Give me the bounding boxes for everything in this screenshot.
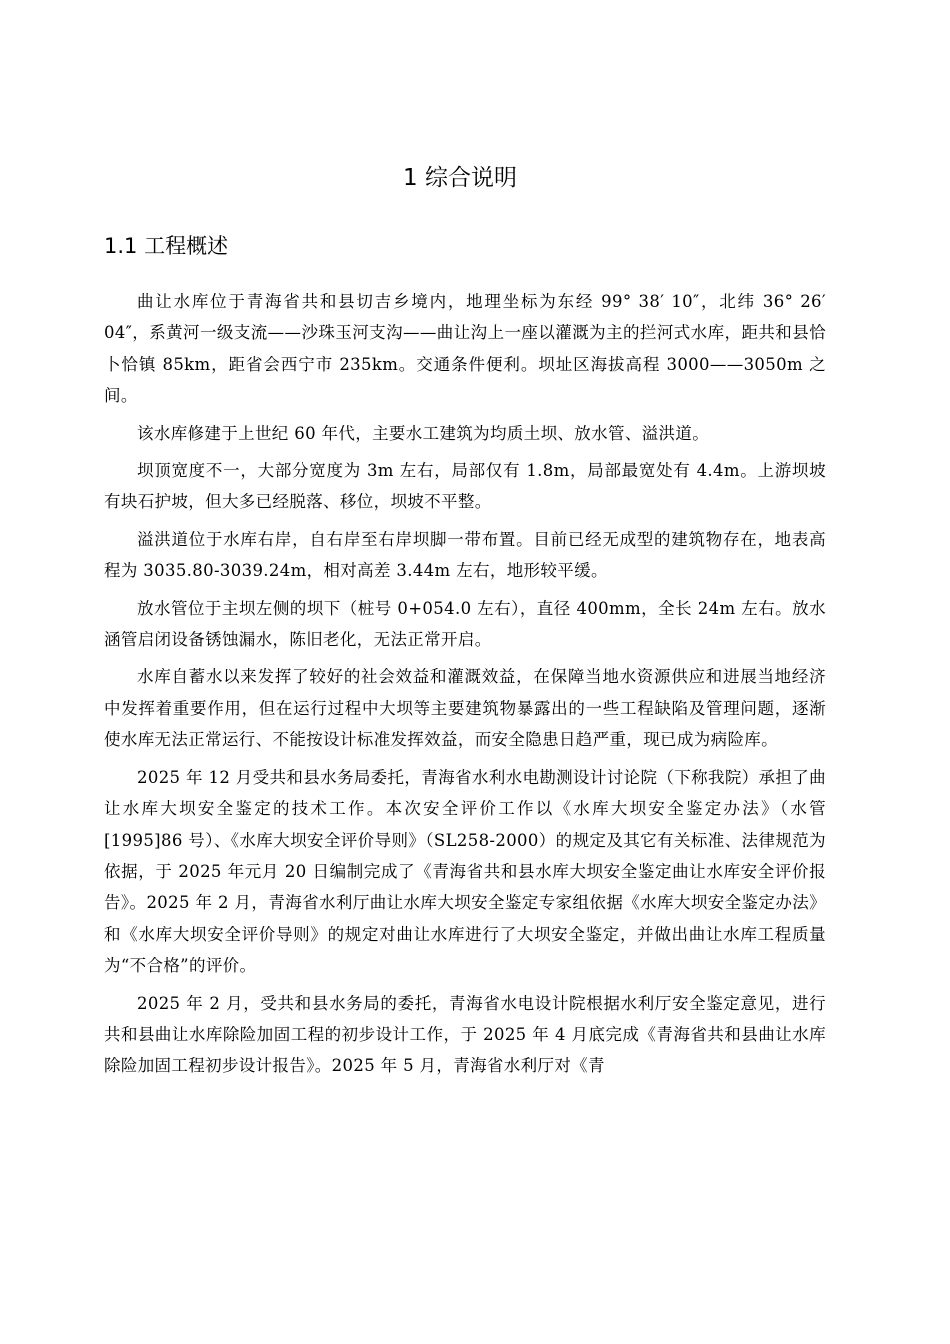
paragraph-preliminary-design: 2025 年 2 月，受共和县水务局的委托，青海省水电设计院根据水利厅安全鉴定意见，进行共和县曲让水库除险加固工程的初步设计工作，于 2025 年 4 月底完成《青海省共和县曲让水库除险加固工程初步设计报告》。2025 年 5 月，青海省水利厅对《青 xyxy=(104,993,826,1076)
paragraph-outlet-pipe: 放水管位于主坝左侧的坝下（桩号 0+054.0 左右），直径 400mm，全长 24m 左右。放水涵管启闭设备锈蚀漏水，陈旧老化，无法正常开启。 xyxy=(104,598,826,650)
paragraph-safety-appraisal: 2025 年 12 月受共和县水务局委托，青海省水利水电勘测设计讨论院（下称我院）承担了曲让水库大坝安全鉴定的技术工作。本次安全评价工作以《水库大坝安全鉴定办法》（水管[1995]86 号）、《水库大坝安全评价导则》（SL258-2000）的规定及其它有关标准、法律规范为依据，于 2025 年元月 20 日编制完成了《青海省共和县水库大坝安全鉴定曲让水库安全评价报告》。2025 年 2 月，青海省水利厅曲让水库大坝安全鉴定专家组依据《水库大坝安全鉴定办法》和《水库大坝安全评价导则》的规定对曲让水库进行了大坝安全鉴定，并做出曲让水库工程质量为“不合格”的评价。 xyxy=(104,767,826,976)
chapter-title: 1 综合说明 xyxy=(403,165,517,191)
paragraph-dam-crest: 坝顶宽度不一，大部分宽度为 3m 左右，局部仅有 1.8m，局部最宽处有 4.4m。上游坝坡有块石护坡，但大多已经脱落、移位，坝坡不平整。 xyxy=(104,461,826,512)
paragraph-construction: 该水库修建于上世纪 60 年代，主要水工建筑为均质土坝、放水管、溢洪道。 xyxy=(137,423,710,443)
paragraph-benefits: 水库自蓄水以来发挥了较好的社会效益和灌溉效益，在保障当地水资源供应和进展当地经济中发挥着重要作用，但在运行过程中大坝等主要建筑物暴露出的一些工程缺陷及管理问题，逐渐使水库无法正常运行、不能按设计标准发挥效益，而安全隐患日趋严重，现已成为病险库。 xyxy=(104,667,826,750)
paragraph-location: 曲让水库位于青海省共和县切吉乡境内，地理坐标为东经 99° 38′ 10″，北纬 36° 26′ 04″，系黄河一级支流——沙珠玉河支沟——曲让沟上一座以灌溉为主的拦河式水库，距共和县恰卜恰镇 85km，距省会西宁市 235km。交通条件便利。坝址区海拔高程 3000——3050m 之间。 xyxy=(104,292,826,406)
paragraph-spillway: 溢洪道位于水库右岸，自右岸至右岸坝脚一带布置。目前已经无成型的建筑物存在，地表高程为 3035.80-3039.24m，相对高差 3.44m 左右，地形较平缓。 xyxy=(104,529,826,581)
body-text xyxy=(104,286,826,1088)
section-title: 1.1 工程概述 xyxy=(104,234,229,258)
